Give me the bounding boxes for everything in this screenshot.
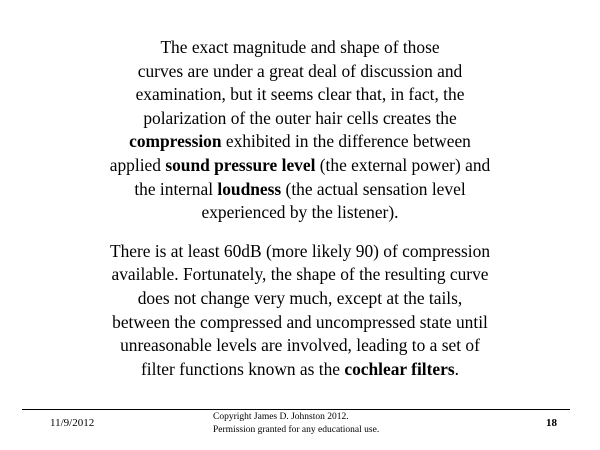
footer-date: 11/9/2012: [50, 417, 95, 429]
text-line: [40, 107, 560, 131]
text-line: [40, 83, 560, 107]
text-line: [40, 36, 560, 60]
text-run: exhibited in the difference between: [221, 131, 471, 152]
text-run: unreasonable levels are involved, leading to a set of: [120, 335, 480, 356]
text-run: .: [454, 358, 459, 379]
bold-term: loudness: [217, 178, 282, 199]
text-run: does not change very much, except at the tails,: [137, 287, 463, 308]
text-run: curves are under a great deal of discussion and: [137, 60, 463, 81]
text-line: [40, 178, 560, 202]
text-line: [40, 154, 560, 178]
text-run: (the actual sensation level: [281, 178, 466, 199]
text-run: the internal: [134, 178, 218, 199]
footer-copyright: [213, 411, 379, 437]
text-line: [40, 60, 560, 84]
slide-body: [40, 36, 560, 381]
text-run: experienced by the listener).: [201, 202, 399, 223]
paragraph-1: [40, 36, 560, 225]
text-run: examination, but it seems clear that, in fact, the: [135, 84, 465, 105]
paragraph-2: [40, 240, 560, 382]
text-run: applied: [109, 154, 166, 175]
footer-divider: [22, 409, 570, 410]
text-line: [40, 263, 560, 287]
text-line: [40, 201, 560, 225]
text-run: (the external power) and: [315, 154, 491, 175]
text-run: The exact magnitude and shape of those: [160, 37, 440, 57]
text-line: [40, 287, 560, 311]
text-line: [40, 358, 560, 382]
text-line: [40, 240, 560, 264]
text-line: [40, 130, 560, 154]
text-run: There is at least 60dB (more likely 90) of compression: [109, 240, 491, 261]
bold-term: cochlear filters: [344, 358, 455, 379]
text-run: available. Fortunately, the shape of the resulting curve: [111, 264, 489, 285]
text-line: [40, 334, 560, 358]
bold-term: compression: [129, 131, 222, 152]
text-run: between the compressed and uncompressed state until: [112, 311, 488, 332]
copyright-line-2: Permission granted for any educational use.: [213, 425, 380, 435]
text-line: [40, 311, 560, 335]
text-run: polarization of the outer hair cells creates the: [143, 107, 457, 128]
copyright-line-1: Copyright James D. Johnston 2012.: [213, 412, 349, 422]
text-run: filter functions known as the: [141, 358, 345, 379]
page-number: 18: [546, 417, 557, 429]
bold-term: sound pressure level: [165, 154, 316, 175]
